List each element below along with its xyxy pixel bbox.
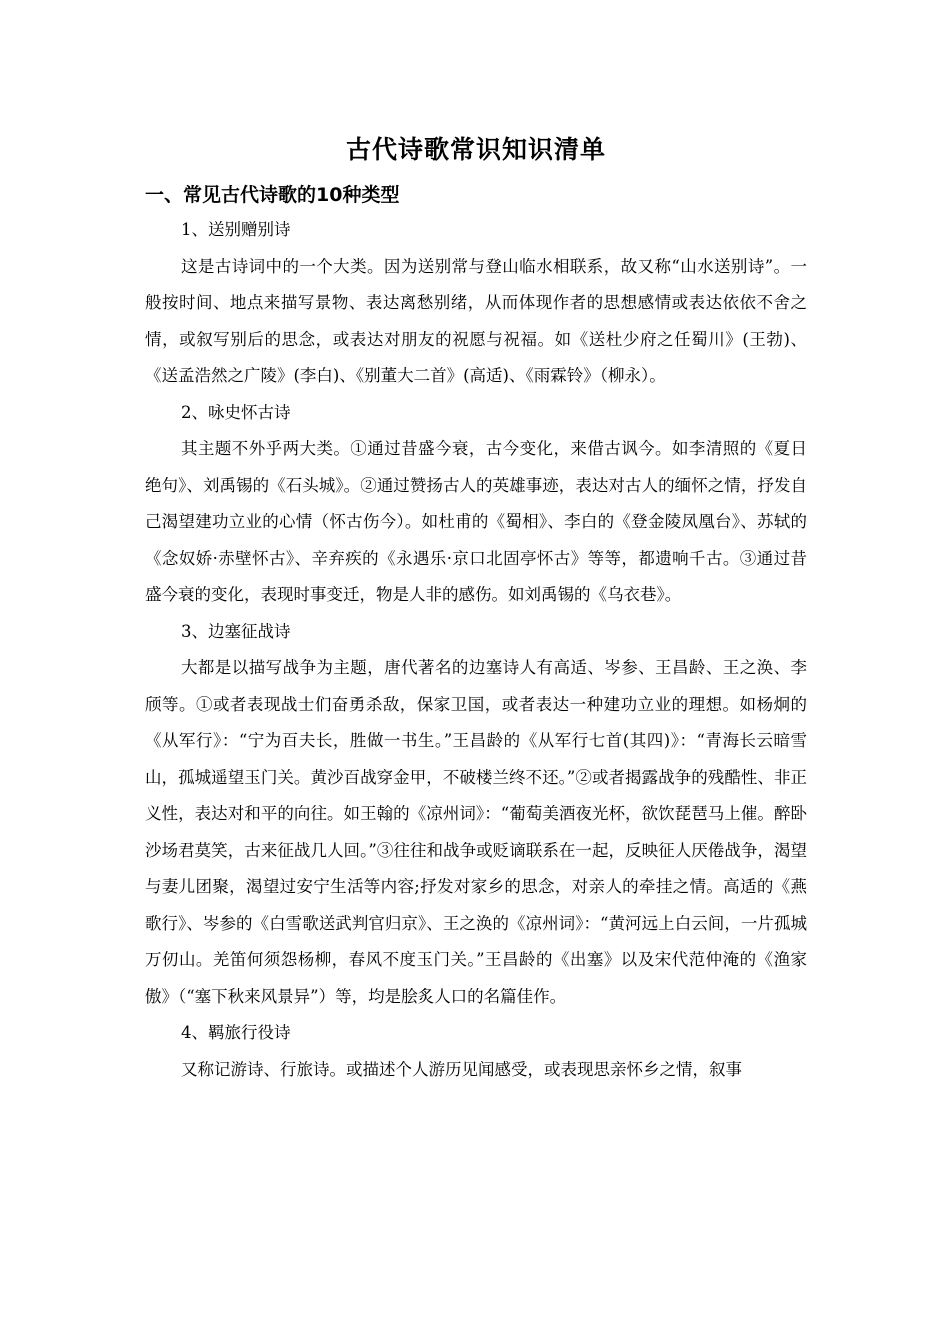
section-heading: 一、常见古代诗歌的10种类型	[145, 184, 400, 206]
item-paragraph: 其主题不外乎两大类。①通过昔盛今衰，古今变化，来借古讽今。如李清照的《夏日绝句》、刘禹锡的《石头城》。②通过赞扬古人的英雄事迹，表达对古人的缅怀之情，抒发自己渴望建功立业的心情（怀古伤今）。如杜甫的《蜀相》、李白的《登金陵凤凰台》、苏轼的《念奴娇·赤壁怀古》、辛弃疾的《永遇乐·京口北固亭怀古》等等，都遗响千古。③通过昔盛今衰的变化，表现时事变迁，物是人非的感伤。如刘禹锡的《乌衣巷》。	[145, 439, 807, 604]
item-3	[145, 614, 807, 1016]
item-heading: 1、送别赠别诗	[181, 220, 291, 239]
item-heading: 3、边塞征战诗	[181, 621, 291, 641]
item-paragraph: 这是古诗词中的一个大类。因为送别常与登山临水相联系，故又称“山水送别诗”。一般按时间、地点来描写景物、表达离愁别绪，从而体现作者的思想感情或表达依依不舍之情，或叙写别后的思念，或表达对朋友的祝愿与祝福。如《送杜少府之任蜀川》(王勃)、《送孟浩然之广陵》(李白)、《别董大二首》(高适)、《雨霖铃》（柳永）。	[145, 256, 807, 385]
item-4	[145, 1015, 807, 1088]
document-page	[145, 130, 807, 1088]
item-2	[145, 395, 807, 614]
item-heading: 4、羁旅行役诗	[181, 1023, 291, 1042]
item-heading: 2、咏史怀古诗	[181, 402, 291, 422]
item-1	[145, 212, 807, 395]
item-paragraph: 大都是以描写战争为主题，唐代著名的边塞诗人有高适、岑参、王昌龄、王之涣、李颀等。①或者表现战士们奋勇杀敌，保家卫国，或者表达一种建功立业的理想。如杨炯的《从军行》：“宁为百夫长，胜做一书生。”王昌龄的《从军行七首(其四)》：“青海长云暗雪山，孤城遥望玉门关。黄沙百战穿金甲，不破楼兰终不还。”②或者揭露战争的残酷性、非正义性，表达对和平的向往。如王翰的《凉州词》：“葡萄美酒夜光杯，欲饮琵琶马上催。醉卧沙场君莫笑，古来征战几人回。”③往往和战争或贬谪联系在一起，反映征人厌倦战争，渴望与妻儿团聚，渴望过安宁生活等内容;抒发对家乡的思念，对亲人的牵挂之情。高适的《燕歌行》、岑参的《白雪歌送武判官归京》、王之涣的《凉州词》：“黄河远上白云间，一片孤城万仞山。羌笛何须怨杨柳，春风不度玉门关。”王昌龄的《出塞》以及宋代范仲淹的《渔家傲》（“塞下秋来风景异”）等，均是脍炙人口的名篇佳作。	[145, 658, 807, 1006]
document-title: 古代诗歌常识知识清单	[345, 135, 606, 164]
item-paragraph: 又称记游诗、行旅诗。或描述个人游历见闻感受，或表现思亲怀乡之情，叙事	[181, 1059, 742, 1079]
